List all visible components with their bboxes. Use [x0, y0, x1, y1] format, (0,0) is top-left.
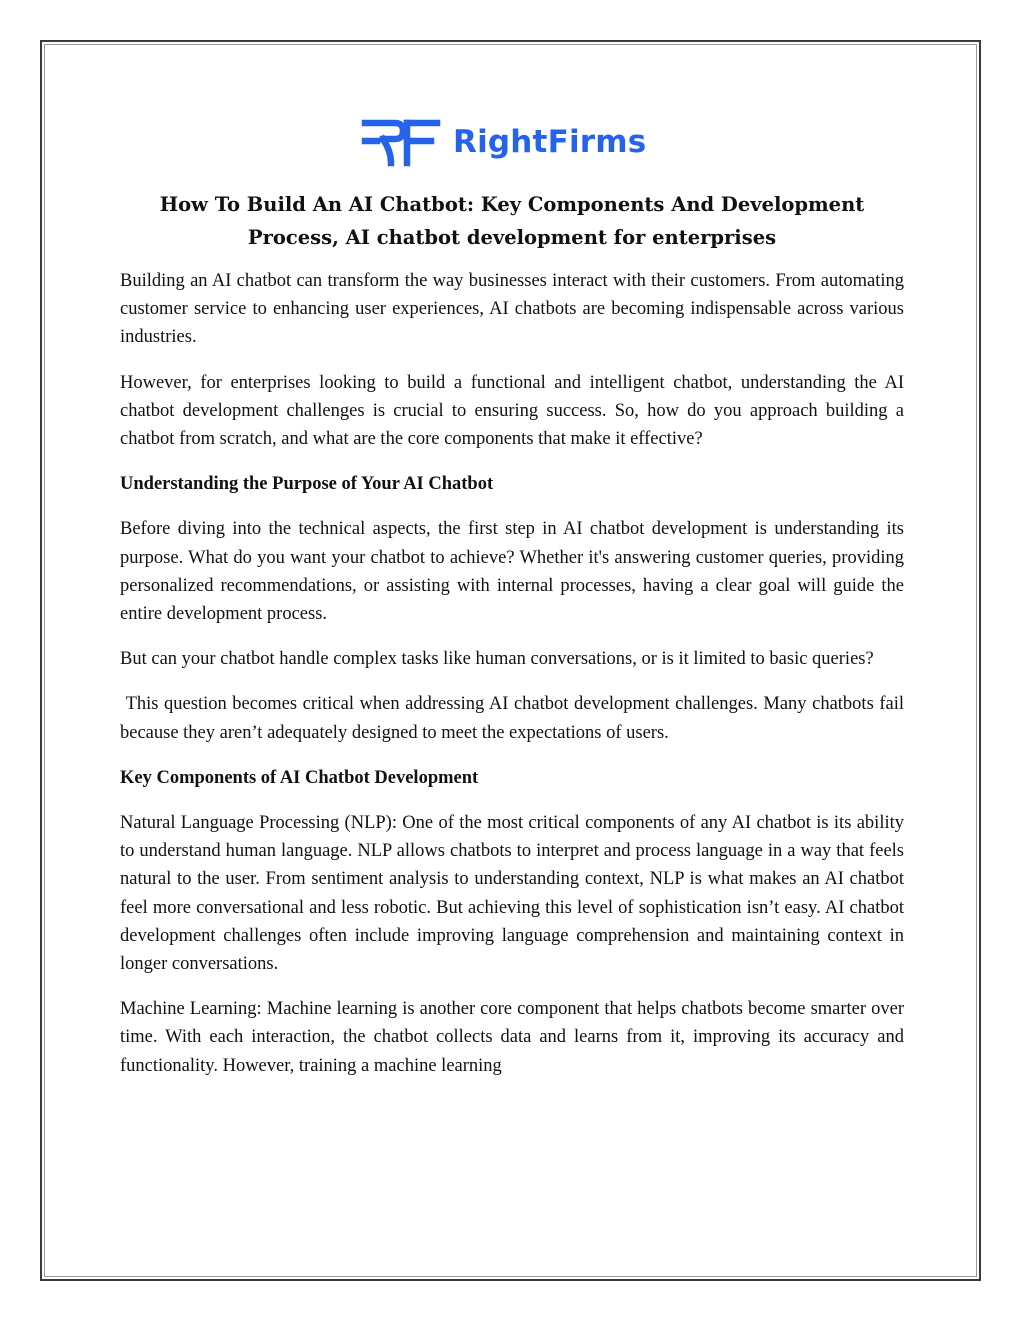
section-heading-components: Key Components of AI Chatbot Development [120, 767, 479, 788]
purpose-paragraph: Before diving into the technical aspects, the first step in AI chatbot development is understanding its purpose. What do you want your chatbot to achieve? Whether it's answering customer queries, providing personalized recommendations, or assisting with internal processes, having a clear goal will guide the entire development process. [120, 519, 904, 625]
challenges-paragraph: However, for enterprises looking to build a functional and intelligent chatbot, understanding the AI chatbot development challenges is crucial to ensuring success. So, how do you approach building a chatbot from scratch, and what are the core components that make it effective? [120, 372, 904, 450]
complex-tasks-paragraph: But can your chatbot handle complex tasks like human conversations, or is it limited to basic queries? [120, 649, 874, 670]
rightfirms-logo-icon [361, 117, 441, 167]
document-title: How To Build An AI Chatbot: Key Components And Development Process, AI chatbot development for enterprises [159, 193, 865, 249]
rightfirms-logo [361, 116, 646, 168]
logo-wordmark: RightFirms [453, 124, 647, 160]
machine-learning-paragraph: Machine Learning: Machine learning is another core component that helps chatbots become smarter over time. With each interaction, the chatbot collects data and learns from it, improving its accuracy and functionality. However, training a machine learning [120, 999, 904, 1076]
nlp-paragraph: Natural Language Processing (NLP): One of the most critical components of any AI chatbot is its ability to understand human language. NLP allows chatbots to interpret and process language in a way that feels natural to the user. From sentiment analysis to understanding context, NLP is what makes an AI chatbot feel more conversational and less robotic. But achieving this level of sophistication isn’t easy. AI chatbot development challenges often include improving language comprehension and maintaining context in longer conversations. [120, 813, 904, 975]
document-body [120, 267, 909, 1080]
critical-question-paragraph: This question becomes critical when addressing AI chatbot development challenges. Many chatbots fail because they aren’t adequately designed to meet the expectations of users. [120, 694, 909, 743]
section-heading-purpose: Understanding the Purpose of Your AI Chatbot [120, 474, 494, 495]
intro-paragraph: Building an AI chatbot can transform the way businesses interact with their customers. From automating customer service to enhancing user experiences, AI chatbots are becoming indispensable across various industries. [120, 271, 904, 348]
